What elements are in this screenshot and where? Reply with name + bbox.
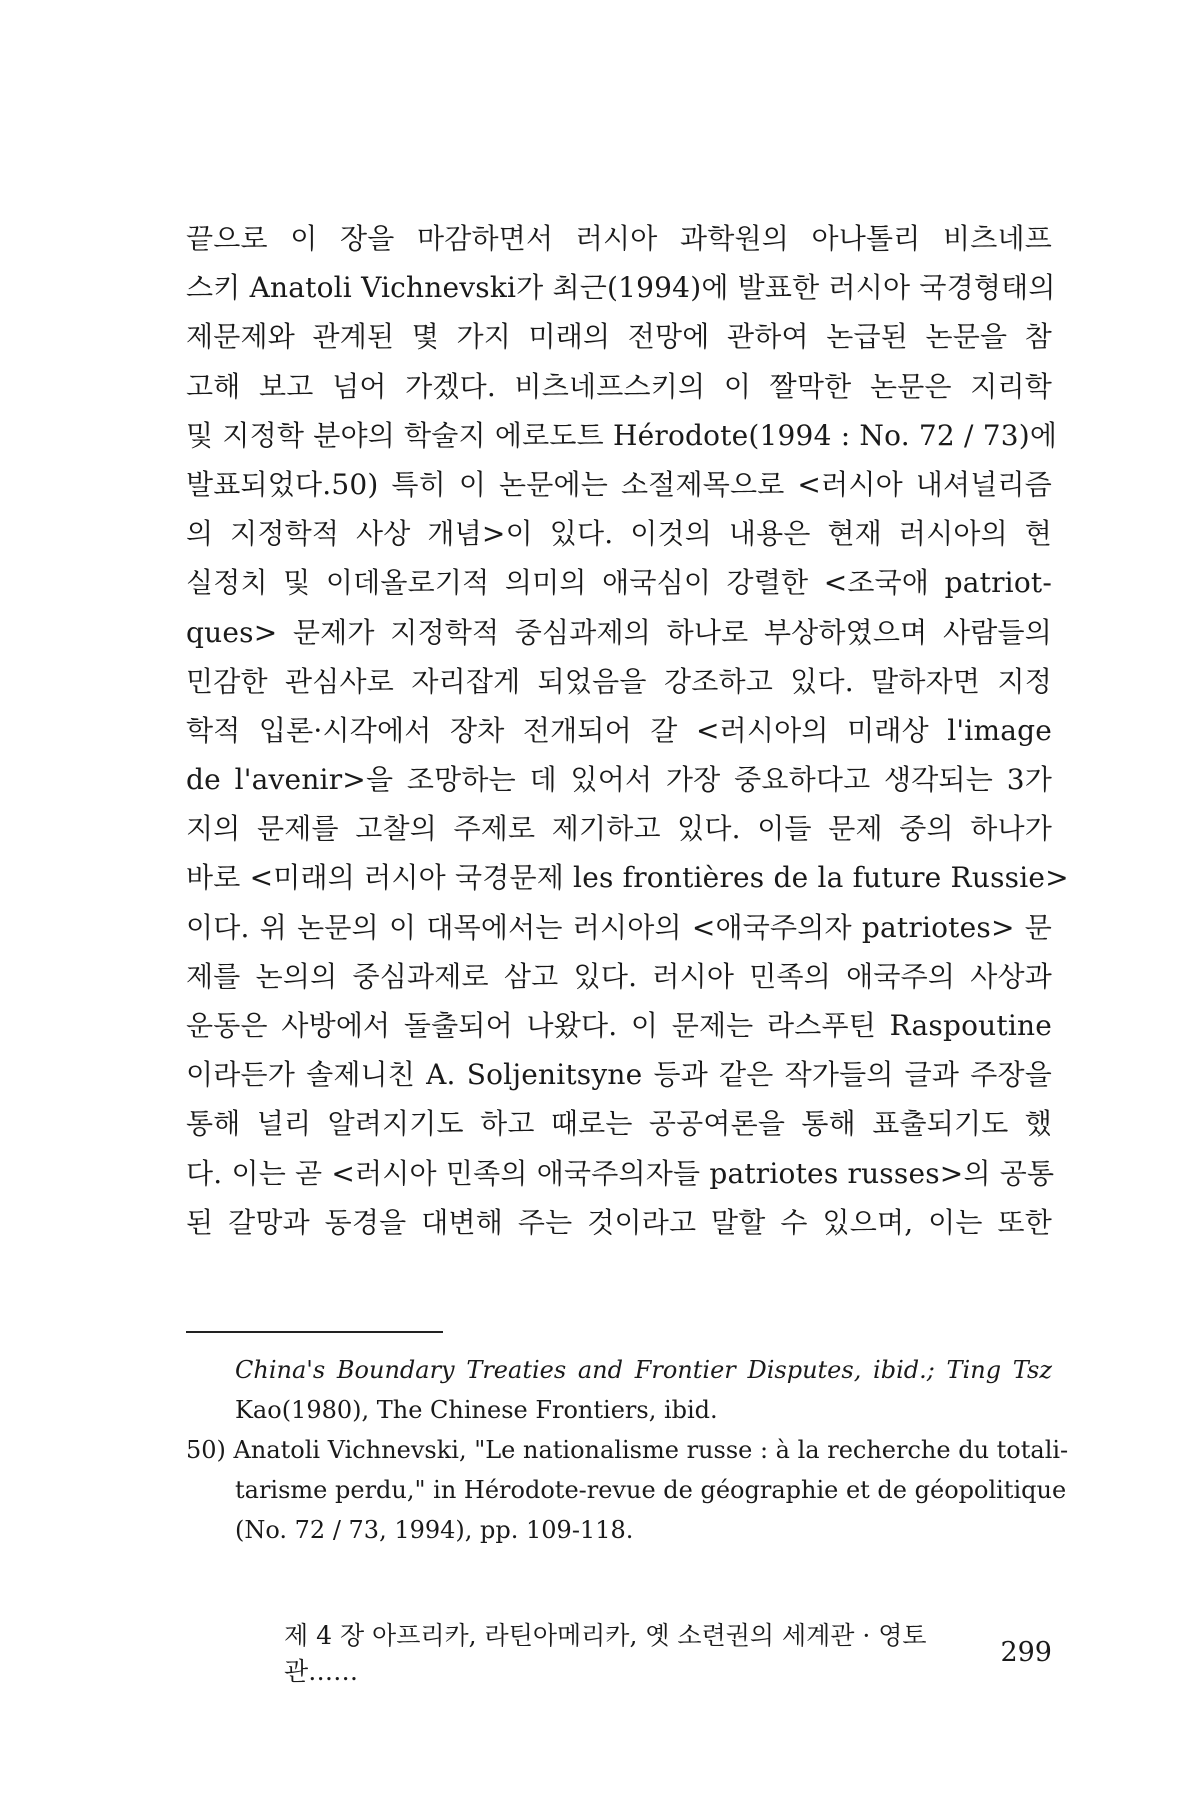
footnote-line: 50) Anatoli Vichnevski, "Le nationalisme russe : à la recherche du totali- <box>186 1436 1069 1464</box>
body-line: 다. 이는 곧 <러시아 민족의 애국주의자들 patriotes russes>의 공통 <box>186 1156 1055 1190</box>
body-text <box>186 214 1069 1247</box>
footnote-line: China's Boundary Treaties and Frontier Disputes, ibid.; Ting Tsz <box>235 1356 1052 1384</box>
body-line: 운동은 사방에서 돌출되어 나왔다. 이 문제는 라스푸틴 Raspoutine <box>186 1009 1052 1042</box>
body-line: 끝으로 이 장을 마감하면서 러시아 과학원의 아나톨리 비츠네프 <box>186 222 1052 255</box>
footnotes <box>186 1350 1069 1550</box>
body-line: 발표되었다.50) 특히 이 논문에는 소절제목으로 <러시아 내셔널리즘 <box>186 467 1052 501</box>
body-line: 이다. 위 논문의 이 대목에서는 러시아의 <애국주의자 patriotes> 문 <box>186 910 1052 944</box>
body-line: 민감한 관심사로 자리잡게 되었음을 강조하고 있다. 말하자면 지정 <box>186 664 1052 698</box>
running-footer <box>284 1621 1052 1686</box>
body-line: 실정치 및 이데올로기적 의미의 애국심이 강렬한 <조국애 patriot- <box>186 566 1052 600</box>
body-line: 바로 <미래의 러시아 국경문제 les frontières de la future Russie> <box>186 861 1069 895</box>
footnote-line: (No. 72 / 73, 1994), pp. 109-118. <box>235 1516 634 1544</box>
footnote-divider <box>186 1331 443 1333</box>
body-line: 이라든가 솔제니친 A. Soljenitsyne 등과 같은 작가들의 글과 주장을 <box>186 1058 1052 1092</box>
body-line: 된 갈망과 동경을 대변해 주는 것이라고 말할 수 있으며, 이는 또한 <box>186 1205 1052 1239</box>
body-line: 지의 문제를 고찰의 주제로 제기하고 있다. 이들 문제 중의 하나가 <box>186 812 1052 846</box>
body-line: 스키 Anatoli Vichnevski가 최근(1994)에 발표한 러시아 국경형태의 <box>186 271 1056 305</box>
body-line: 학적 입론·시각에서 장차 전개되어 갈 <러시아의 미래상 l'image <box>186 713 1052 747</box>
footnote-line: tarisme perdu," in Hérodote-revue de géographie et de géopolitique <box>235 1476 1067 1504</box>
body-line: de l'avenir>을 조망하는 데 있어서 가장 중요하다고 생각되는 3가 <box>186 763 1052 797</box>
footnote-line: Kao(1980), The Chinese Frontiers, ibid. <box>235 1396 718 1424</box>
running-footer-text: 제 4 장 아프리카, 라틴아메리카, 옛 소련권의 세계관 · 영토관…… <box>284 1621 927 1686</box>
body-line: 및 지정학 분야의 학술지 에로도트 Hérodote(1994 : No. 72 / 73)에 <box>186 418 1058 452</box>
page-number: 299 <box>1000 1636 1052 1668</box>
body-line: 통해 널리 알려지기도 하고 때로는 공공여론을 통해 표출되기도 했 <box>186 1107 1052 1141</box>
body-line: 제문제와 관계된 몇 가지 미래의 전망에 관하여 논급된 논문을 참 <box>186 320 1052 354</box>
body-line: 제를 논의의 중심과제로 삼고 있다. 러시아 민족의 애국주의 사상과 <box>186 959 1052 993</box>
body-line: 고해 보고 넘어 가겠다. 비츠네프스키의 이 짤막한 논문은 지리학 <box>186 369 1052 403</box>
body-line: 의 지정학적 사상 개념>이 있다. 이것의 내용은 현재 러시아의 현 <box>186 517 1052 551</box>
body-line: ques> 문제가 지정학적 중심과제의 하나로 부상하였으며 사람들의 <box>186 615 1052 649</box>
